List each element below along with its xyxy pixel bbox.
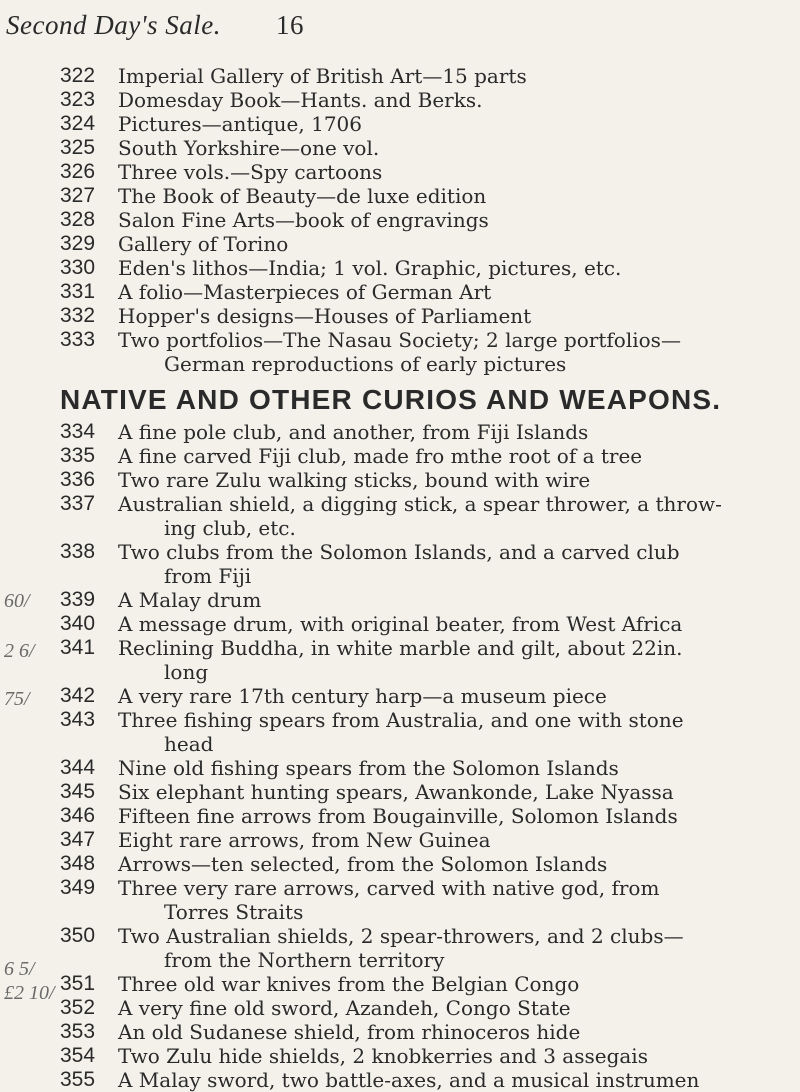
lot-description-line: A fine pole club, and another, from Fiji Islands: [118, 420, 589, 444]
lot-entry: [0, 304, 800, 328]
lot-description-line: South Yorkshire—one vol.: [118, 136, 380, 160]
lot-entry: [0, 780, 800, 804]
margin-note: 2 6/: [4, 640, 35, 662]
lot-description-line: A very fine old sword, Azandeh, Congo State: [118, 996, 571, 1020]
lot-description: [118, 88, 790, 112]
lot-description-line: Two Zulu hide shields, 2 knobkerries and 3 assegais: [118, 1044, 648, 1068]
lot-description-line: Six elephant hunting spears, Awankonde, Lake Nyassa: [118, 780, 674, 804]
lot-description: [118, 232, 790, 256]
lot-description-line: Hopper's designs—Houses of Parliament: [118, 304, 532, 328]
lot-entry: [0, 256, 800, 280]
lot-entry: [0, 876, 800, 924]
lot-number: 348: [60, 852, 96, 875]
lot-number: 346: [60, 804, 96, 827]
lot-description-line: Reclining Buddha, in white marble and gilt, about 22in.: [118, 636, 683, 660]
lot-entry: [0, 112, 800, 136]
lot-entry: [0, 1068, 800, 1092]
lot-number: 337: [60, 492, 96, 515]
lot-entry: [0, 328, 800, 376]
lot-description: [118, 136, 790, 160]
lot-description-continuation: head: [164, 732, 214, 756]
lot-entry: [0, 804, 800, 828]
lot-number: 334: [60, 420, 96, 443]
margin-note: £2 10/: [4, 982, 55, 1004]
lot-description: [118, 684, 790, 708]
lot-description-line: The Book of Beauty—de luxe edition: [118, 184, 487, 208]
lot-number: 354: [60, 1044, 96, 1067]
lot-list: [0, 64, 800, 1092]
lot-description: [118, 828, 790, 852]
lot-description-line: Three fishing spears from Australia, and one with stone: [118, 708, 684, 732]
margin-note: 75/: [4, 688, 30, 710]
lot-number: 324: [60, 112, 96, 135]
lot-description: [118, 328, 790, 376]
lot-entry: [0, 852, 800, 876]
lot-number: 340: [60, 612, 96, 635]
lot-number: 335: [60, 444, 96, 467]
lot-number: 351: [60, 972, 96, 995]
lot-entry: [0, 444, 800, 468]
lot-description-line: Domesday Book—Hants. and Berks.: [118, 88, 483, 112]
lot-description: [118, 708, 790, 756]
lot-number: 336: [60, 468, 96, 491]
margin-note: 60/: [4, 590, 30, 612]
lot-description-line: A very rare 17th century harp—a museum piece: [118, 684, 607, 708]
lot-number: 341: [60, 636, 96, 659]
lot-number: 338: [60, 540, 96, 563]
lot-description-line: Two rare Zulu walking sticks, bound with wire: [118, 468, 591, 492]
lot-description: [118, 852, 790, 876]
lot-number: 349: [60, 876, 96, 899]
lot-description-line: Two portfolios—The Nasau Society; 2 large portfolios—: [118, 328, 681, 352]
lot-description-line: Salon Fine Arts—book of engravings: [118, 208, 489, 232]
page-header: [6, 10, 786, 41]
lot-entry: [0, 708, 800, 756]
lot-entry: [0, 828, 800, 852]
lot-number: 352: [60, 996, 96, 1019]
lot-number: 332: [60, 304, 96, 327]
lot-description-continuation: German reproductions of early pictures: [164, 352, 567, 376]
lot-description-line: Two clubs from the Solomon Islands, and a carved club: [118, 540, 680, 564]
lot-description-continuation: from Fiji: [164, 564, 252, 588]
lot-description: [118, 1044, 790, 1068]
lot-number: 326: [60, 160, 96, 183]
lot-number: 330: [60, 256, 96, 279]
lot-entry: [0, 136, 800, 160]
lot-description-continuation: ing club, etc.: [164, 516, 296, 540]
lot-number: 355: [60, 1068, 96, 1091]
lot-entry: [0, 160, 800, 184]
margin-note: 6 5/: [4, 958, 35, 980]
lot-number: 347: [60, 828, 96, 851]
lot-description: [118, 444, 790, 468]
lot-entry: [0, 996, 800, 1020]
section-title: NATIVE AND OTHER CURIOS AND WEAPONS.: [60, 384, 722, 415]
lot-description: [118, 256, 790, 280]
lot-number: 342: [60, 684, 96, 707]
lot-description-line: Gallery of Torino: [118, 232, 289, 256]
lot-description: [118, 756, 790, 780]
lot-entry: [0, 588, 800, 612]
lot-entry: [0, 684, 800, 708]
lot-description: [118, 540, 790, 588]
lot-description-line: A Malay drum: [118, 588, 262, 612]
lot-entry: [0, 280, 800, 304]
lot-description: [118, 280, 790, 304]
lot-number: 339: [60, 588, 96, 611]
lot-number: 344: [60, 756, 96, 779]
lot-number: 325: [60, 136, 96, 159]
lot-description-line: A Malay sword, two battle-axes, and a musical instrumen: [118, 1068, 700, 1092]
lot-description: [118, 160, 790, 184]
lot-description-line: A message drum, with original beater, from West Africa: [118, 612, 683, 636]
lot-description: [118, 996, 790, 1020]
lot-description: [118, 304, 790, 328]
lot-description: [118, 1020, 790, 1044]
lot-description: [118, 1068, 790, 1092]
lot-description: [118, 184, 790, 208]
lot-number: 345: [60, 780, 96, 803]
lot-description: [118, 468, 790, 492]
lot-list-curios: [0, 420, 800, 1092]
lot-entry: [0, 1044, 800, 1068]
lot-description-line: Imperial Gallery of British Art—15 parts: [118, 64, 527, 88]
lot-description-line: Nine old fishing spears from the Solomon Islands: [118, 756, 619, 780]
lot-entry: [0, 232, 800, 256]
lot-entry: [0, 492, 800, 540]
lot-list-books: [0, 64, 800, 376]
lot-description: [118, 972, 790, 996]
lot-description-line: An old Sudanese shield, from rhinoceros hide: [118, 1020, 581, 1044]
lot-number: 329: [60, 232, 96, 255]
lot-description: [118, 876, 790, 924]
lot-entry: [0, 636, 800, 684]
lot-number: 328: [60, 208, 96, 231]
lot-description-line: Australian shield, a digging stick, a spear thrower, a throw-: [118, 492, 722, 516]
lot-entry: [0, 420, 800, 444]
header-title: Second Day's Sale.: [6, 10, 221, 40]
lot-entry: [0, 184, 800, 208]
lot-description: [118, 112, 790, 136]
lot-description: [118, 924, 790, 972]
lot-number: 323: [60, 88, 96, 111]
lot-description: [118, 64, 790, 88]
lot-description: [118, 612, 790, 636]
lot-description-continuation: long: [164, 660, 209, 684]
lot-description-continuation: Torres Straits: [164, 900, 304, 924]
lot-description-line: Three vols.—Spy cartoons: [118, 160, 383, 184]
lot-entry: [0, 972, 800, 996]
lot-entry: [0, 64, 800, 88]
lot-entry: [0, 924, 800, 972]
lot-entry: [0, 88, 800, 112]
lot-number: 331: [60, 280, 96, 303]
lot-entry: [0, 208, 800, 232]
lot-number: 343: [60, 708, 96, 731]
lot-entry: [0, 612, 800, 636]
lot-description: [118, 588, 790, 612]
lot-number: 353: [60, 1020, 96, 1043]
lot-description: [118, 636, 790, 684]
lot-entry: [0, 756, 800, 780]
lot-description: [118, 780, 790, 804]
lot-number: 350: [60, 924, 96, 947]
lot-description-line: A folio—Masterpieces of German Art: [118, 280, 492, 304]
lot-description: [118, 492, 790, 540]
lot-entry: [0, 468, 800, 492]
lot-description-line: Eden's lithos—India; 1 vol. Graphic, pictures, etc.: [118, 256, 622, 280]
lot-description-line: Pictures—antique, 1706: [118, 112, 363, 136]
lot-entry: [0, 540, 800, 588]
lot-description-line: Three old war knives from the Belgian Congo: [118, 972, 580, 996]
lot-number: 327: [60, 184, 96, 207]
lot-description-line: Fifteen fine arrows from Bougainville, Solomon Islands: [118, 804, 678, 828]
lot-description: [118, 804, 790, 828]
lot-description: [118, 420, 790, 444]
lot-entry: [0, 1020, 800, 1044]
lot-description-continuation: from the Northern territory: [164, 948, 445, 972]
page-number: 16: [276, 10, 304, 40]
lot-number: 333: [60, 328, 96, 351]
lot-description-line: Arrows—ten selected, from the Solomon Islands: [118, 852, 608, 876]
lot-description-line: Eight rare arrows, from New Guinea: [118, 828, 491, 852]
lot-number: 322: [60, 64, 96, 87]
lot-description: [118, 208, 790, 232]
lot-description-line: Three very rare arrows, carved with native god, from: [118, 876, 660, 900]
lot-description-line: A fine carved Fiji club, made fro mthe root of a tree: [118, 444, 643, 468]
lot-description-line: Two Australian shields, 2 spear-throwers, and 2 clubs—: [118, 924, 684, 948]
